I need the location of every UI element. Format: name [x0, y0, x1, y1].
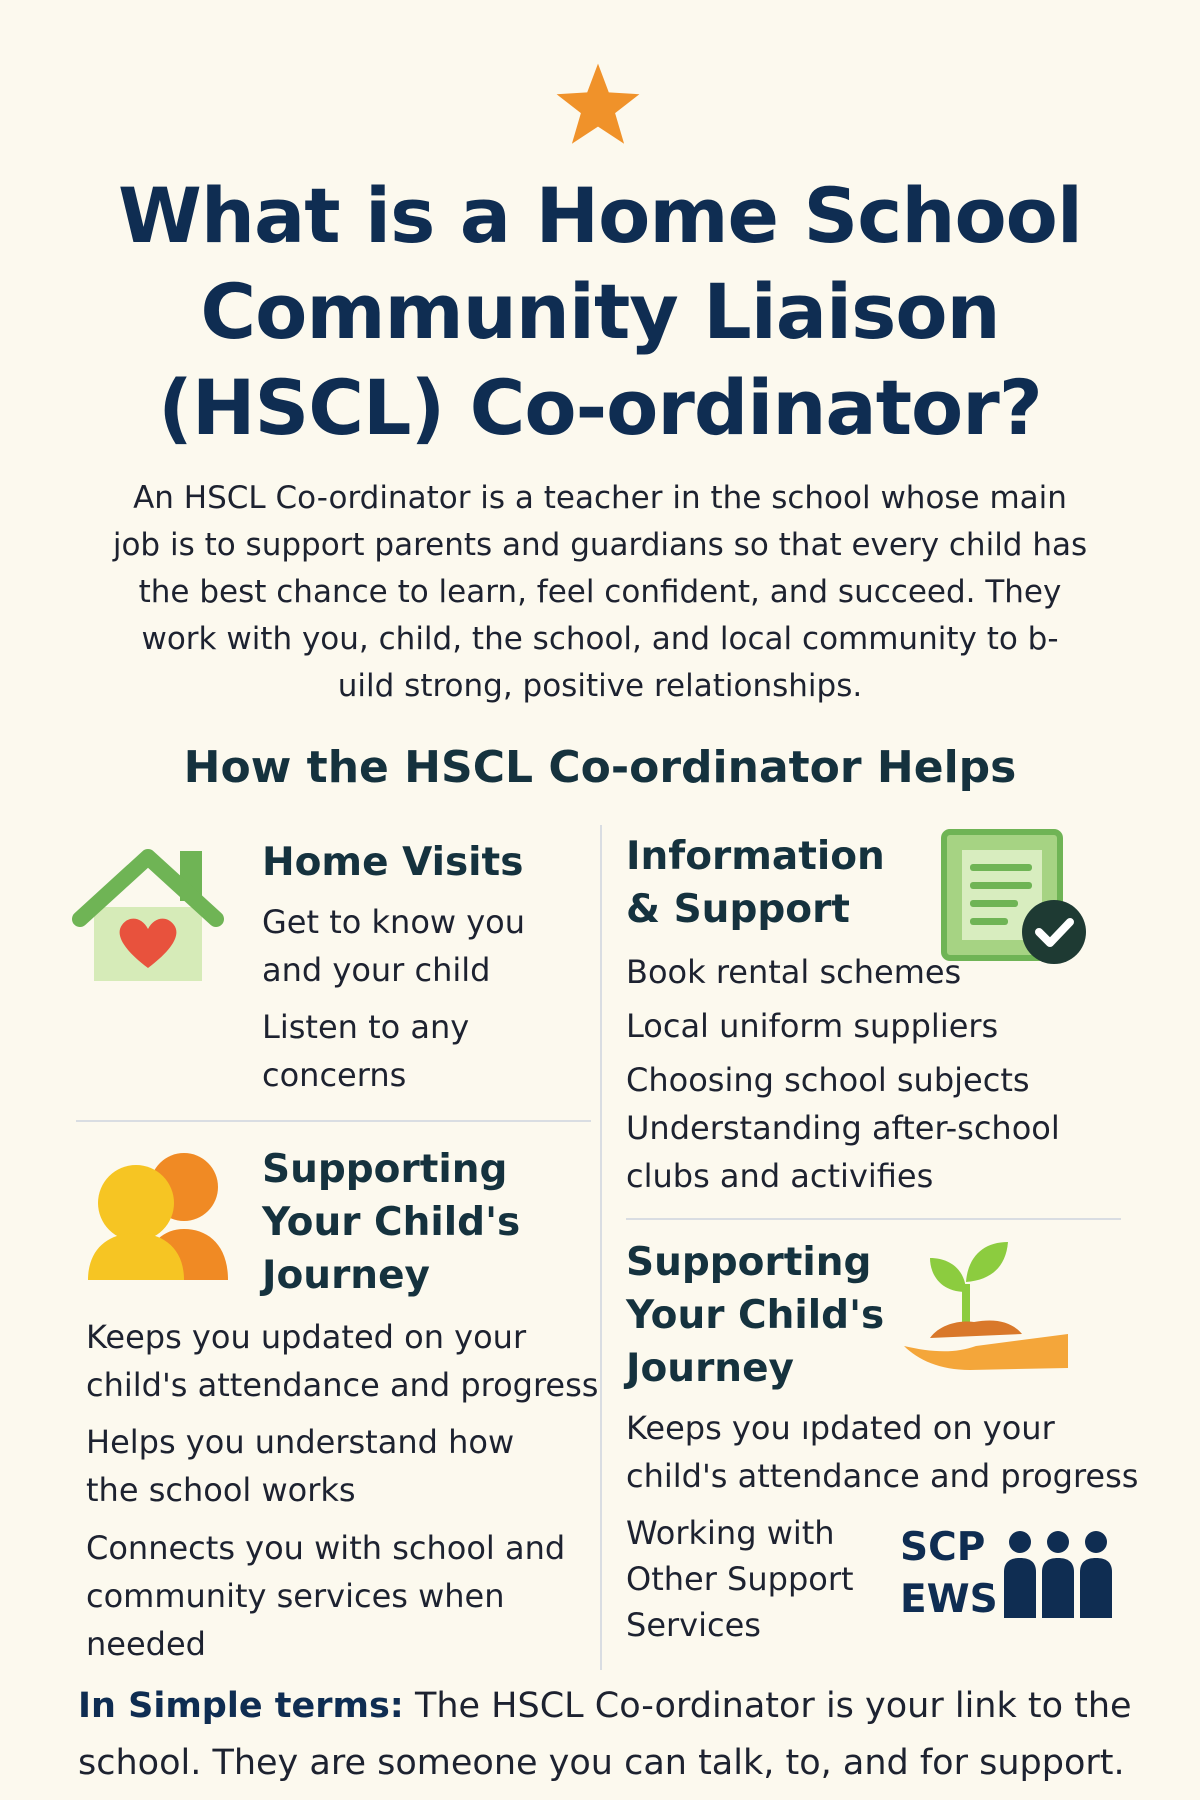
footer-line — [78, 1678, 1168, 1735]
intro-line: work with you, child, the school, and local community to b- — [141, 621, 1059, 657]
item-line: Services — [626, 1606, 761, 1644]
info-support-item — [626, 1056, 1030, 1104]
info-support-item — [626, 1002, 998, 1050]
item-line: Helps you understand how — [86, 1423, 515, 1461]
journey-right-item — [626, 1510, 854, 1648]
item-line: Local uniform suppliers — [626, 1007, 999, 1045]
item-line: Get to know you — [262, 903, 526, 941]
item-line: Working with — [626, 1514, 835, 1552]
heading-line: Journey — [262, 1253, 430, 1298]
journey-left-item — [86, 1524, 565, 1668]
item-line: and your child — [262, 951, 491, 989]
intro-line: job is to support parents and guardians so that every child has — [112, 527, 1088, 563]
item-line: child's attendance and progress — [86, 1366, 599, 1404]
item-line: concerns — [262, 1056, 407, 1094]
item-line: the school works — [86, 1471, 356, 1509]
sprout-hand-icon — [900, 1234, 1072, 1374]
item-line: child's attendance and progress — [626, 1457, 1139, 1495]
heading-line: & Support — [626, 887, 850, 932]
item-line: community services when — [86, 1577, 505, 1615]
home-visits-item — [262, 898, 525, 994]
column-divider — [600, 825, 602, 1670]
section-title: How the HSCL Co-ordinator Helps — [183, 742, 1017, 793]
item-line: Keeps you updated on your — [86, 1318, 527, 1356]
intro-paragraph — [80, 475, 1120, 710]
heading-line: Your Child's — [626, 1293, 885, 1338]
heading-line: Supporting — [262, 1147, 508, 1192]
title-line: (HSCL) Co-ordinator? — [158, 363, 1042, 452]
journey-left-item — [86, 1418, 514, 1514]
star-icon — [553, 60, 643, 150]
agency-labels — [900, 1522, 998, 1626]
parent-child-icon — [86, 1145, 228, 1280]
item-line: Keeps you ıpdated on your — [626, 1409, 1055, 1447]
heading-line: Information — [626, 834, 885, 879]
people-group-icon — [1000, 1530, 1116, 1620]
title-line: Community Liaison — [200, 267, 1000, 356]
intro-line: uild strong, positive relationships. — [337, 668, 863, 704]
intro-line: the best chance to learn, feel confident, and succeed. They — [138, 574, 1062, 610]
item-line: Understanding after-school — [626, 1109, 1060, 1147]
journey-right-item — [626, 1404, 1138, 1500]
intro-line: An HSCL Co-ordinator is a teacher in the school whose main — [133, 480, 1067, 516]
info-support-item — [626, 1104, 1060, 1200]
journey-right-heading — [626, 1236, 884, 1395]
item-line: Listen to any — [262, 1008, 470, 1046]
agency-ews: EWS — [900, 1577, 998, 1622]
footer-line: school. They are someone you can talk, to, and for support. — [78, 1743, 1125, 1783]
journey-left-heading — [262, 1143, 520, 1302]
house-heart-icon — [72, 843, 224, 985]
info-support-heading — [626, 830, 885, 936]
item-line: Other Support — [626, 1560, 854, 1598]
heading-line: Journey — [626, 1346, 794, 1391]
heading-line: Supporting — [626, 1240, 872, 1285]
info-support-item — [626, 948, 961, 996]
item-line: Book rental schemes — [626, 953, 962, 991]
summary-footer — [78, 1678, 1168, 1792]
heading-line: Your Child's — [262, 1200, 521, 1245]
item-line: Connects you with school and — [86, 1529, 566, 1567]
home-visits-item — [262, 1003, 469, 1099]
home-visits-heading: Home Visits — [262, 840, 524, 885]
document-check-icon — [940, 828, 1090, 968]
section-divider — [626, 1218, 1121, 1220]
item-line: Choosing school subjects — [626, 1061, 1030, 1099]
title-line: What is a Home School — [118, 171, 1082, 260]
page-title — [60, 168, 1140, 456]
agency-scp: SCP — [900, 1525, 986, 1570]
item-line: needed — [86, 1625, 206, 1663]
footer-line1-text: The HSCL Co-ordinator is your link to the — [403, 1686, 1132, 1726]
journey-left-item — [86, 1313, 598, 1409]
footer-label: In Simple terms: — [78, 1686, 404, 1726]
section-divider — [76, 1120, 591, 1122]
item-line: clubs and activifies — [626, 1157, 934, 1195]
